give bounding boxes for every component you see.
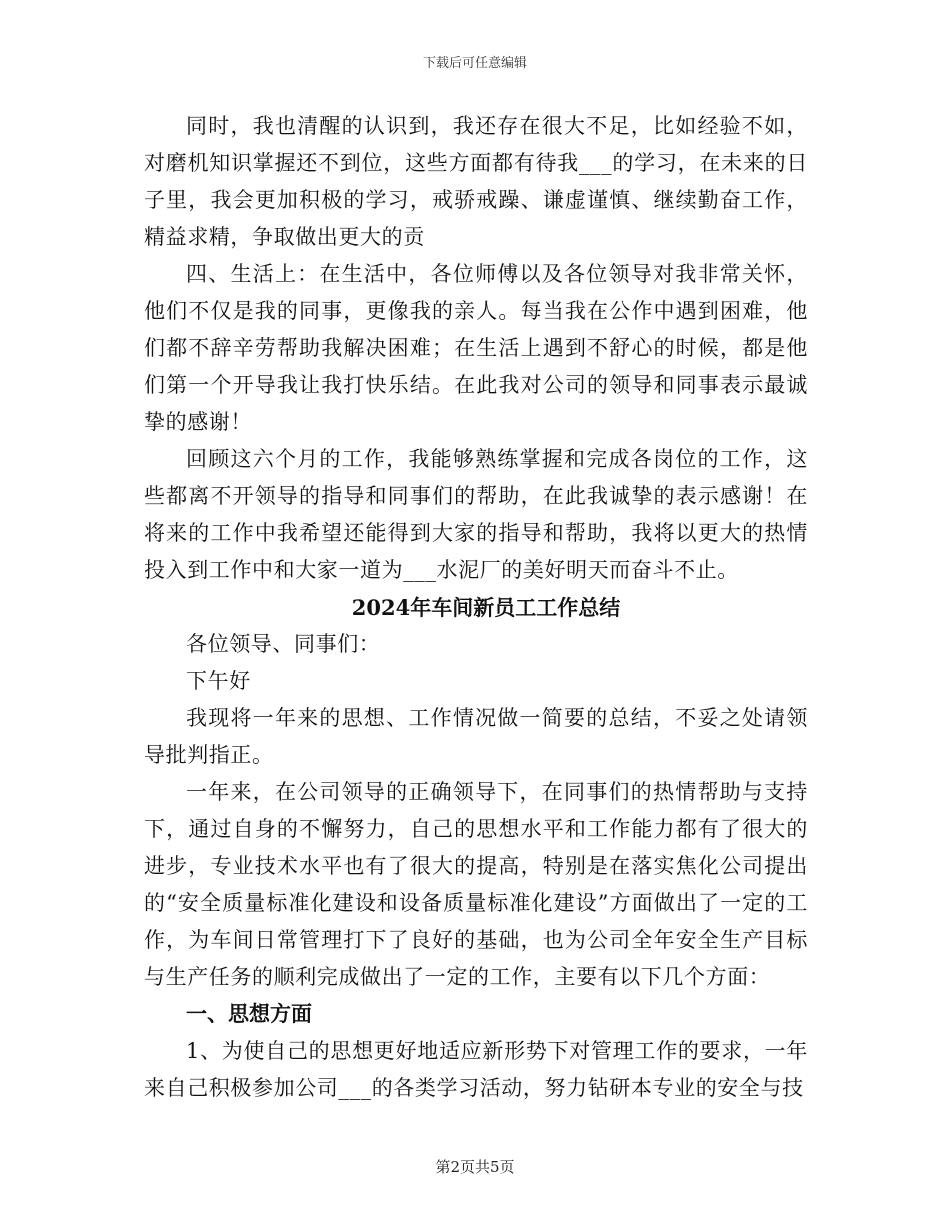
section-heading-thought: 一、思想方面 <box>186 1002 312 1026</box>
document-body <box>144 108 808 1107</box>
paragraph-intro: 我现将一年来的思想、工作情况做一简要的总结，不妥之处请领导批判指正。 <box>144 706 808 767</box>
paragraph-year-summary: 一年来，在公司领导的正确领导下，在同事们的热情帮助与支持下，通过自身的不懈努力，自己的思想水平和工作能力都有了很大的进步，专业技术水平也有了很大的提高，特别是在落实焦化公司提出的“安全质量标准化建设和设备质量标准化建设”方面做出了一定的工作，为车间日常管理打下了良好的基础，也为公司全年安全生产目标与生产任务的顺利完成做出了一定的工作，主要有以下几个方面： <box>144 780 808 989</box>
greeting-line: 各位领导、同事们： <box>186 632 381 656</box>
paragraph-shortcomings: 同时，我也清醒的认识到，我还存在很大不足，比如经验不如，对磨机知识掌握还不到位，这些方面都有待我___的学习，在未来的日子里，我会更加积极的学习，戒骄戒躁、谦虚谨慎、继续勤奋工作，精益求精，争取做出更大的贡 <box>144 114 808 249</box>
paragraph-thought-1: 1、为使自己的思想更好地适应新形势下对管理工作的要求，一年来自己积极参加公司___的各类学习活动，努力钻研本专业的安全与技 <box>144 1039 808 1100</box>
page-number: 第2页共5页 <box>435 1158 515 1176</box>
paragraph-review: 回顾这六个月的工作，我能够熟练掌握和完成各岗位的工作，这些都离不开领导的指导和同事们的帮助，在此我诚挚的表示感谢！在将来的工作中我希望还能得到大家的指导和帮助，我将以更大的热情投入到工作中和大家一道为___水泥厂的美好明天而奋斗不止。 <box>144 447 808 582</box>
page-header: 下载后可任意编辑 <box>422 56 527 71</box>
document-title: 2024年车间新员工工作总结 <box>351 595 621 620</box>
hello-line: 下午好 <box>186 669 251 693</box>
paragraph-life: 四、生活上：在生活中，各位师傅以及各位领导对我非常关怀，他们不仅是我的同事，更像我的亲人。每当我在公作中遇到困难，他们都不辞辛劳帮助我解决困难；在生活上遇到不舒心的时候，都是他们第一个开导我让我打快乐结。在此我对公司的领导和同事表示最诚挚的感谢！ <box>144 262 808 434</box>
